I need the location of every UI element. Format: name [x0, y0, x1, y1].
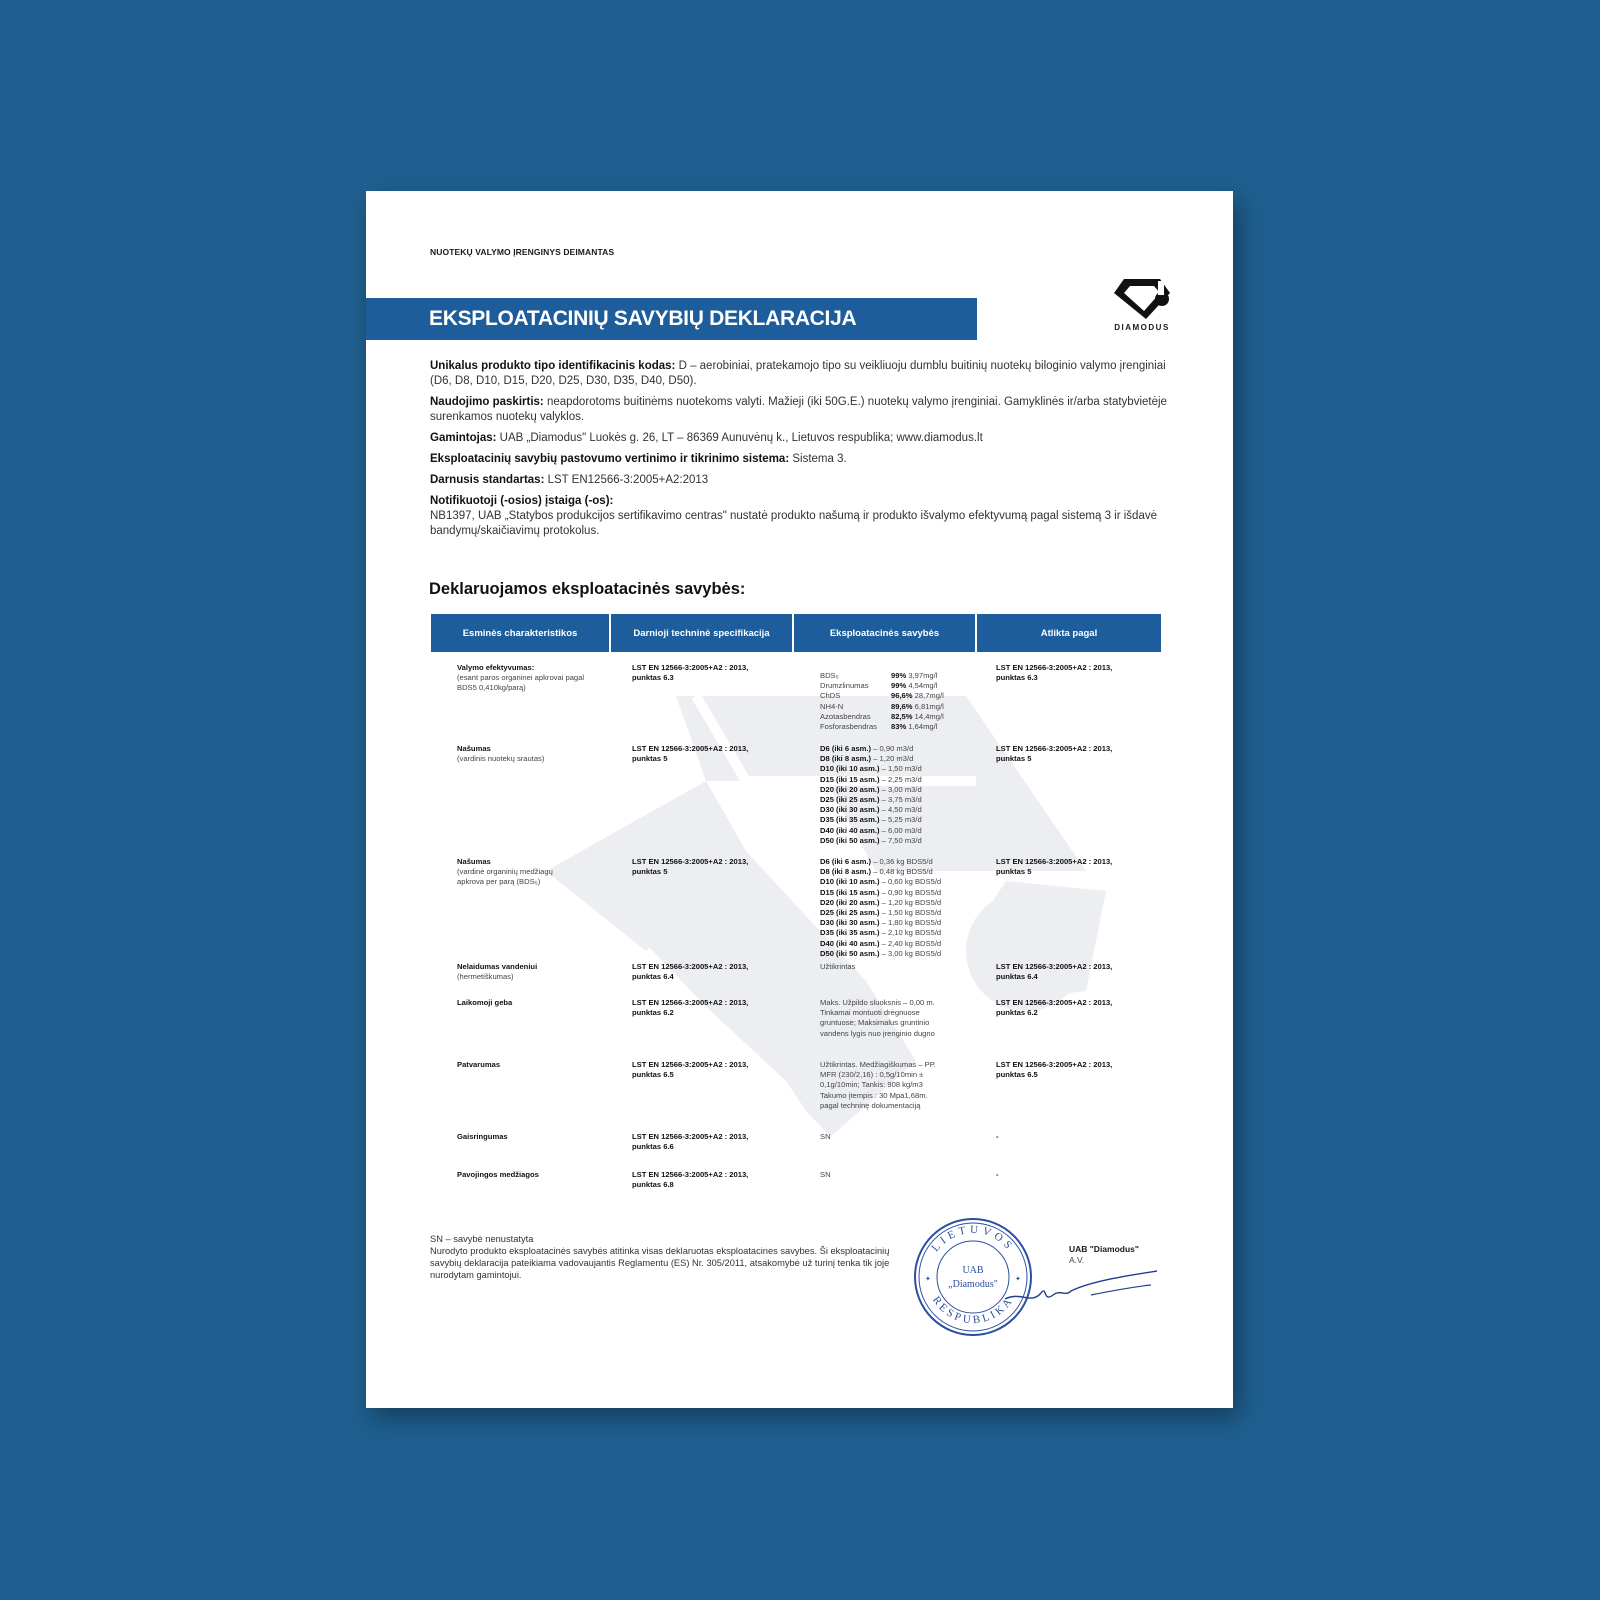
manufacturer-text: UAB „Diamodus" Luokės g. 26, LT – 86369 Aunuvėnų k., Lietuvos respublika; www.diamodus.lt: [496, 432, 983, 444]
row-name: Gaisringumas: [457, 1132, 508, 1141]
row-name: Valymo efektyvumas:: [457, 663, 535, 672]
signature: [1001, 1261, 1161, 1311]
harmonised-standard-label: Darnusis standartas:: [430, 474, 545, 486]
row-name: Nelaidumas vandeniui: [457, 962, 538, 971]
harmonised-standard: [430, 473, 1176, 488]
col-header-characteristics: Esminės charakteristikos: [431, 614, 611, 652]
notified-body-label: Notifikuotoji (-osios) įstaiga (-os):: [430, 495, 614, 507]
col-header-performance: Eksploatacinės savybės: [794, 614, 977, 652]
document-topline: NUOTEKŲ VALYMO ĮRENGINYS DEIMANTAS: [430, 247, 615, 257]
intended-use: [430, 395, 1176, 425]
diamodus-logo: [1102, 275, 1182, 345]
intended-use-text: neapdorotoms buitinėms nuotekoms valyti. Mažieji (iki 50G.E.) nuotekų valymo įrenginiai. Gamyklinės ir/arba statybvietėje surenkamos nuotekų valyklos.: [430, 396, 1167, 423]
manufacturer: [430, 431, 1176, 446]
row-performance: Maks. Užpildo sluoksnis – 0,00 m. Tinkamai montuoti drėgnuose gruntuose; Maksimalus gruntinio vandens lygis nuo įrenginio dugno: [820, 998, 935, 1038]
product-code-text: D – aerobiniai, pratekamojo tipo su veikliuoju dumblu buitinių nuotekų biloginio valymo įrenginiai (D6, D8, D10, D15, D20, D25, D30, D35, D40, D50).: [430, 360, 1166, 387]
product-code: [430, 359, 1176, 389]
row-subtitle: (vardinis nuotekų srautas): [457, 754, 545, 764]
perf-line: NH4-N 89,6% 6,81mg/l: [820, 701, 944, 711]
svg-text:LIETUVOS: LIETUVOS: [929, 1223, 1017, 1255]
row-performance: Užtikrintas. Medžiagiškumas – PP. MFR (230/2,16) : 0,5g/10min ± 0,1g/10min; Tankis: 908 kg/m3 Takumo įtempis : 30 Mpa1,68m. pagal techninę dokumentaciją: [820, 1060, 936, 1110]
row-done-according: -: [996, 1170, 999, 1179]
avcp-system-label: Eksploatacinių savybių pastovumo vertinimo ir tikrinimo sistema:: [430, 453, 790, 465]
notified-body-text: NB1397, UAB „Statybos produkcijos sertifikavimo centras" nustatė produkto našumą ir produkto išvalymo efektyvumą pagal sistemą 3 ir išdavė bandymų/skaičiavimų protokolus.: [430, 510, 1157, 537]
row-name: Patvarumas: [457, 1060, 501, 1069]
harmonised-standard-text: LST EN12566-3:2005+A2:2013: [544, 474, 709, 486]
perf-line: Azotasbendras 82,5% 14,4mg/l: [820, 711, 944, 721]
perf-line: BDS₅ 99% 3,97mg/l: [820, 671, 938, 680]
performance-table: [431, 614, 1161, 1198]
svg-text:✦: ✦: [925, 1276, 931, 1283]
col-header-done-according: Atlikta pagal: [977, 614, 1161, 652]
row-performance: [794, 663, 977, 736]
perf-line: Fosforasbendras 83% 1,64mg/l: [820, 722, 938, 732]
row-spec: LST EN 12566-3:2005+A2 : 2013, punktas 6.2: [632, 998, 749, 1018]
table-row: [431, 1130, 1161, 1168]
row-performance: D6 (iki 6 asm.) – 0,36 kg BDS5/d D8 (iki 8 asm.) – 0,48 kg BDS5/d D10 (iki 10 asm.) – 0,60 kg BDS5/d D15 (iki 15 asm.) – 0,90 kg BDS5/d D20 (iki 20 asm.) – 1,20 kg BDS5/d D25 (iki 25 asm.) – 1,50 kg BDS5/d D30 (iki 30 asm.) – 1,80 kg BDS5/d D35 (iki 35 asm.) – 2,10 kg BDS5/d D40 (iki 40 asm.) – 2,40 kg BDS5/d D50 (iki 50 asm.) – 3,00 kg BDS5/d: [820, 857, 942, 958]
footer-note: [430, 1233, 900, 1281]
row-spec: LST EN 12566-3:2005+A2 : 2013, punktas 6.6: [632, 1132, 749, 1152]
document-title: EKSPLOATACINIŲ SAVYBIŲ DEKLARACIJA: [429, 307, 857, 330]
row-name: Našumas: [457, 744, 491, 753]
row-name: Našumas: [457, 857, 491, 866]
avcp-system-text: Sistema 3.: [789, 453, 847, 465]
table-row: [431, 850, 1161, 960]
row-spec: LST EN 12566-3:2005+A2 : 2013, punktas 6.5: [632, 1060, 749, 1080]
row-done-according: LST EN 12566-3:2005+A2 : 2013, punktas 6.5: [996, 1060, 1113, 1080]
avcp-system: [430, 452, 1176, 467]
product-info: [430, 359, 1176, 539]
svg-text:„Diamodus": „Diamodus": [948, 1279, 998, 1290]
row-performance: SN: [820, 1132, 831, 1141]
svg-text:RESPUBLIKA: RESPUBLIKA: [930, 1294, 1016, 1327]
row-subtitle: (esant paros organinei apkrovai pagal BDS5 0,410kg/parą): [457, 673, 585, 693]
table-header: [431, 614, 1161, 652]
table-row: [431, 652, 1161, 736]
company-signature-block: [1069, 1244, 1139, 1266]
intended-use-label: Naudojimo paskirtis:: [430, 396, 544, 408]
manufacturer-label: Gamintojas:: [430, 432, 497, 444]
row-done-according: LST EN 12566-3:2005+A2 : 2013, punktas 5: [996, 744, 1113, 764]
row-subtitle: (hermetiškumas): [457, 972, 514, 982]
row-name: Pavojingos medžiagos: [457, 1170, 539, 1179]
row-done-according: LST EN 12566-3:2005+A2 : 2013, punktas 6.2: [996, 998, 1113, 1018]
row-performance: SN: [820, 1170, 831, 1179]
table-row: [431, 1168, 1161, 1198]
logo-wordmark: DIAMODUS: [1114, 323, 1170, 332]
company-name: UAB "Diamodus": [1069, 1244, 1139, 1254]
row-done-according: -: [996, 1132, 999, 1141]
table-row: [431, 736, 1161, 850]
row-spec: LST EN 12566-3:2005+A2 : 2013, punktas 6.8: [632, 1170, 749, 1190]
declaration-sheet: [366, 191, 1233, 1408]
row-spec: LST EN 12566-3:2005+A2 : 2013, punktas 5: [632, 744, 749, 764]
row-spec: LST EN 12566-3:2005+A2 : 2013, punktas 6.3: [632, 663, 749, 683]
row-spec: LST EN 12566-3:2005+A2 : 2013, punktas 5: [632, 857, 749, 877]
notified-body: [430, 494, 1176, 539]
perf-line: ChDS 96,6% 28,7mg/l: [820, 691, 944, 701]
row-name: Laikomoji geba: [457, 998, 513, 1007]
title-banner: [366, 298, 977, 340]
row-performance: D6 (iki 6 asm.) – 0,90 m3/d D8 (iki 8 asm.) – 1,20 m3/d D10 (iki 10 asm.) – 1,50 m3/d D15 (iki 15 asm.) – 2,25 m3/d D20 (iki 20 asm.) – 3,00 m3/d D25 (iki 25 asm.) – 3,75 m3/d D30 (iki 30 asm.) – 4,50 m3/d D35 (iki 35 asm.) – 5,25 m3/d D40 (iki 40 asm.) – 6,00 m3/d D50 (iki 50 asm.) – 7,50 m3/d: [820, 744, 922, 845]
row-done-according: LST EN 12566-3:2005+A2 : 2013, punktas 6.3: [996, 663, 1113, 683]
row-performance: Užtikrintas: [820, 962, 856, 971]
product-code-label: Unikalus produkto tipo identifikacinis kodas:: [430, 360, 676, 372]
table-row: [431, 1058, 1161, 1130]
declaration-statement: Nurodyto produkto eksploatacinės savybės atitinka visas deklaruotas eksploatacines savybes. Ši eksploatacinių savybių deklaracija pateikiama vadovaujantis Reglamentu (ES) Nr. 305/2011, atsakomybė už turinį tenka tik joje nurodytam gamintojui.: [430, 1246, 890, 1280]
seal-mark: A.V.: [1069, 1255, 1085, 1265]
row-done-according: LST EN 12566-3:2005+A2 : 2013, punktas 6.4: [996, 962, 1113, 982]
table-row: [431, 996, 1161, 1058]
row-subtitle: (vardinė organinių medžiagų apkrova per parą (BDS₅): [457, 867, 553, 887]
svg-text:✦: ✦: [1015, 1276, 1021, 1283]
perf-line: Drumzlinumas 99% 4,54mg/l: [820, 681, 938, 691]
col-header-specification: Darnioji techninė specifikacija: [611, 614, 794, 652]
section-title: Deklaruojamos eksploatacinės savybės:: [429, 580, 746, 598]
table-row: [431, 960, 1161, 996]
diamond-logo-icon: [1110, 275, 1174, 323]
row-spec: LST EN 12566-3:2005+A2 : 2013, punktas 6.4: [632, 962, 749, 982]
sn-definition: SN – savybė nenustatyta: [430, 1234, 534, 1244]
svg-text:UAB: UAB: [962, 1265, 984, 1276]
row-done-according: LST EN 12566-3:2005+A2 : 2013, punktas 5: [996, 857, 1113, 877]
